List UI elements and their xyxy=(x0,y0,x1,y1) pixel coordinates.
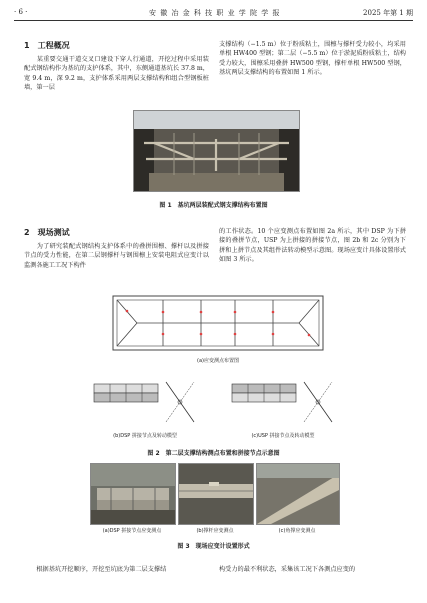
section-2-title: 2 现场测试 xyxy=(24,228,70,237)
continuation-paragraph-right: 构受力的最不利状态，采集该工况下各测点应变的 xyxy=(219,566,356,573)
figure-3-caption: 图 3 现场应变计设置形式 xyxy=(177,543,250,550)
figure-2b-dsp-joint-diagram xyxy=(90,378,200,426)
section-1-paragraph-right: 支撑结构（−1.5 m）位于粉质粘土，围檩与撑杆受力较小，均采用单根 HW400 型钢；第二层（−5.5 m）位于淤泥质粉质粘土，结构受力较大，围檩采用叠拼 HW500 型钢，撑杆单根 HW500 型钢，基坑两层支撑结构的布置如图 1 所示。 xyxy=(219,41,406,77)
figure-1-photo xyxy=(133,110,300,192)
section-1-title: 1 工程概况 xyxy=(24,41,70,50)
figure-3b-subcaption: (b)撑杆应变测点 xyxy=(196,528,234,534)
figure-3c-subcaption: (c)角撑应变测点 xyxy=(278,528,316,534)
issue-label: 2025 年第 1 期 xyxy=(363,9,413,17)
figure-3c-photo xyxy=(256,463,340,525)
figure-2c-usp-joint-diagram xyxy=(228,378,338,426)
figure-2-caption: 图 2 第二层支撑结构测点布置和拼接节点示意图 xyxy=(147,450,280,457)
continuation-paragraph-left: 根据基坑开挖顺序，开挖至坑底为第二层支撑结 xyxy=(24,566,167,573)
section-1-paragraph-left: 某重要交通干道交叉口建设下穿人行通道，开挖过程中采用装配式钢结构作为基坑的支护体系，其中，东侧通道基坑长 37.8 m，宽 9.4 m，深 9.2 m，支护体系采用两层支撑结构和组合型钢板桩墙，第一层 xyxy=(24,56,209,92)
figure-3a-photo xyxy=(90,463,176,525)
figure-2a-subcaption: (a)应变测点布置图 xyxy=(197,358,239,364)
section-2-paragraph-right: 的工作状态。10 个应变测点布置如图 2a 所示，其中 DSP 为下拼接的叠拼节点，USP 为上拼接的拼接节点，图 2b 和 2c 分别为下拼和上拼节点及其组件法转动模型示意图。现场应变计具体设置形式如图 3 所示。 xyxy=(219,228,406,264)
header-rule xyxy=(14,20,413,21)
figure-3b-photo xyxy=(178,463,254,525)
figure-2a-layout-diagram xyxy=(103,292,333,354)
figure-2b-subcaption: (b)DSP 拼接节点及转动模型 xyxy=(113,433,177,439)
figure-2c-subcaption: (c)USP 拼接节点及转动模型 xyxy=(251,433,315,439)
journal-name: 安 徽 冶 金 科 技 职 业 学 院 学 报 xyxy=(149,9,281,17)
section-2-paragraph-left: 为了研究装配式钢结构支护体系中的叠拼围檩、撑杆以及拼接节点的受力性能，在第二层钢撑杆与钢围檩上安装电阻式应变计以监测各施工工况下构件 xyxy=(24,243,209,269)
figure-1-caption: 图 1 基坑两层装配式钢支撑结构布置图 xyxy=(159,202,268,209)
figure-3a-subcaption: (a)DSP 拼接节点应变测点 xyxy=(102,528,162,534)
page-number: · 6 · xyxy=(14,8,28,16)
